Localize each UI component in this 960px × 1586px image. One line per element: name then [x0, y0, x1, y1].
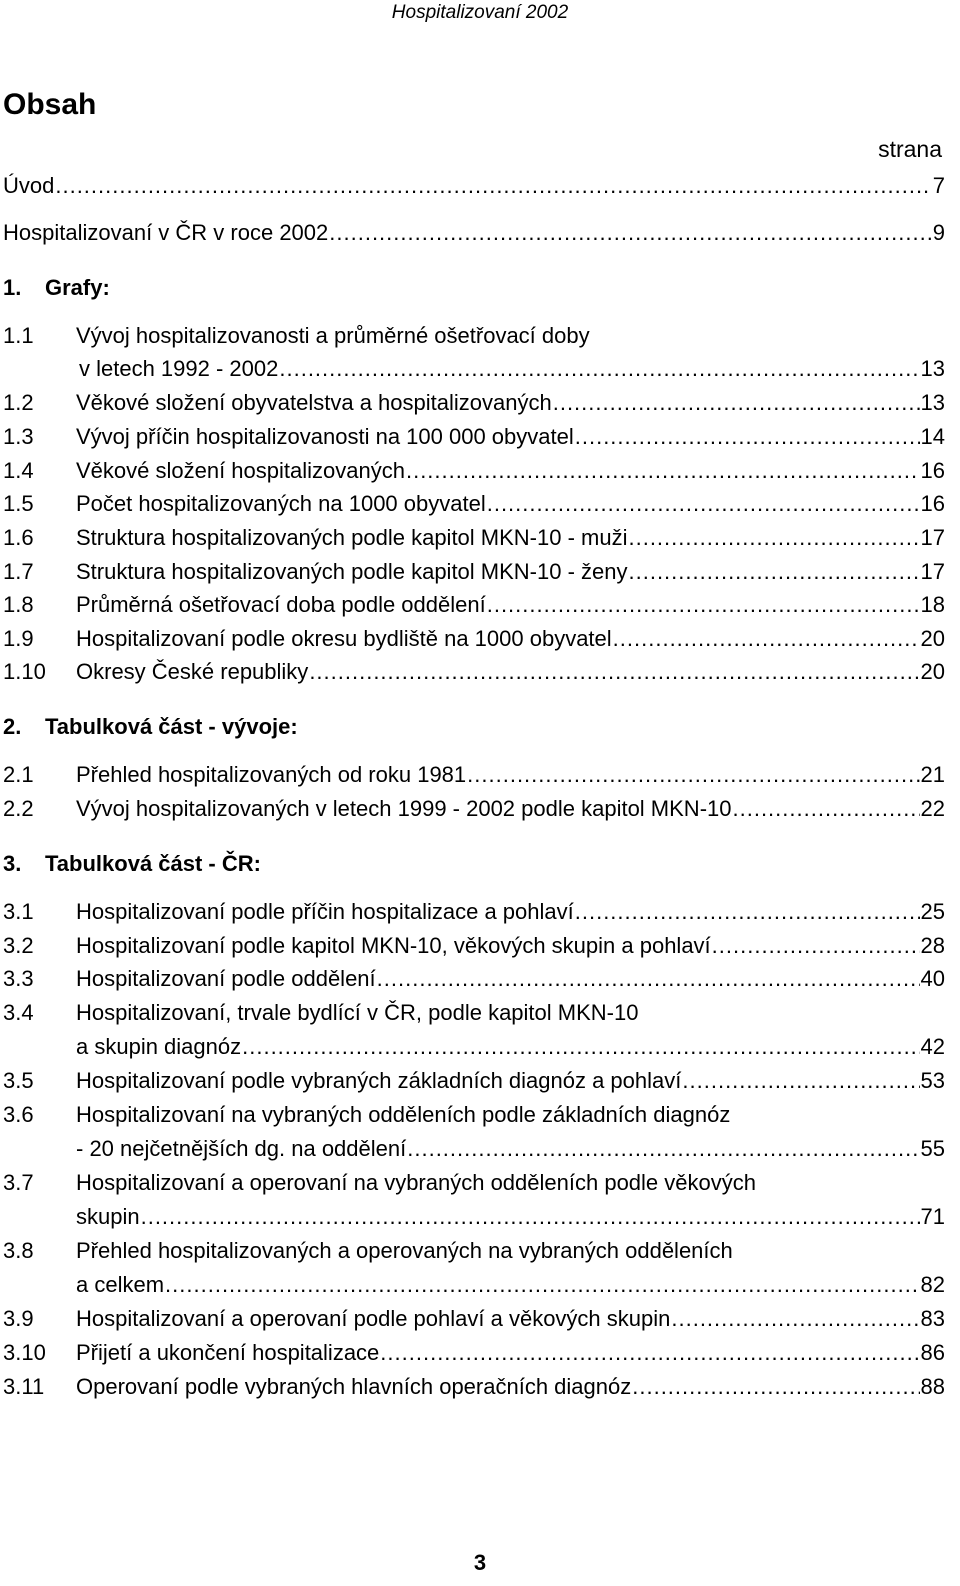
page-number: 3 — [473, 1550, 487, 1575]
toc-entry-3-3[interactable] — [3, 963, 945, 995]
toc-entry-text: Hospitalizovaní v ČR v roce 2002 — [3, 220, 329, 245]
dot-leader — [733, 793, 920, 825]
toc-entry-page: 86 — [920, 1340, 945, 1365]
section-heading-2 — [3, 711, 945, 743]
toc-entry-page: 88 — [920, 1374, 945, 1399]
toc-entry-number: 3.2 — [3, 933, 34, 958]
toc-entry-number: 1.7 — [3, 559, 34, 584]
toc-entry-3-7-first-line[interactable] — [3, 1167, 945, 1199]
toc-entry-hospitalized-cr[interactable] — [3, 217, 945, 249]
toc-entry-text: Hospitalizovaní, trvale bydlící v ČR, podle kapitol MKN-10 — [76, 1000, 639, 1025]
toc-entry-2-2[interactable] — [3, 793, 945, 825]
toc-entry-number: 1.1 — [3, 323, 34, 348]
toc-entry-1-10[interactable] — [3, 656, 945, 688]
toc-entry-number: 1.9 — [3, 626, 34, 651]
toc-entry-1-3[interactable] — [3, 421, 945, 453]
dot-leader — [671, 1303, 919, 1335]
page-title: Obsah — [3, 88, 97, 121]
toc-entry-1-1[interactable] — [79, 353, 945, 385]
toc-entry-text-continued: a celkem — [76, 1272, 165, 1297]
toc-entry-number: 1.6 — [3, 525, 34, 550]
toc-entry-number: 3.7 — [3, 1170, 34, 1195]
toc-entry-1-4[interactable] — [3, 455, 945, 487]
toc-entry-intro[interactable] — [3, 170, 945, 202]
toc-entry-text: Vývoj hospitalizovanosti a průměrné ošetřovací doby — [76, 323, 590, 348]
dot-leader — [712, 930, 920, 962]
toc-entry-page: 16 — [920, 458, 945, 483]
toc-entry-number: 2.1 — [3, 762, 34, 787]
toc-entry-text: Hospitalizovaní podle kapitol MKN-10, věkových skupin a pohlaví — [76, 933, 711, 958]
toc-entry-page: 55 — [920, 1136, 945, 1161]
toc-entry-number: 3.10 — [3, 1340, 46, 1365]
toc-entry-number: 3.4 — [3, 1000, 34, 1025]
toc-entry-3-2[interactable] — [3, 930, 945, 962]
dot-leader — [487, 488, 920, 520]
toc-entry-text: Hospitalizovaní podle okresu bydliště na 1000 obyvatel — [76, 626, 612, 651]
section-title: Tabulková část - vývoje: — [45, 714, 298, 739]
toc-entry-text: Počet hospitalizovaných na 1000 obyvatel — [76, 491, 486, 516]
section-number: 1. — [3, 275, 22, 300]
toc-entry-page: 17 — [920, 559, 945, 584]
toc-entry-page: 18 — [920, 592, 945, 617]
dot-leader — [575, 421, 920, 453]
toc-entry-page: 13 — [920, 356, 945, 381]
toc-entry-text: Operovaní podle vybraných hlavních operačních diagnóz — [76, 1374, 632, 1399]
running-header: Hospitalizovaní 2002 — [391, 2, 569, 23]
toc-entry-page: 42 — [920, 1034, 945, 1059]
toc-entry-text-continued: - 20 nejčetnějších dg. na oddělení — [76, 1136, 407, 1161]
dot-leader — [309, 656, 919, 688]
toc-entry-number: 3.1 — [3, 899, 34, 924]
toc-entry-text: Okresy České republiky — [76, 659, 309, 684]
toc-entry-3-10[interactable] — [3, 1337, 945, 1369]
section-title: Grafy: — [45, 275, 110, 300]
dot-leader — [628, 522, 919, 554]
toc-entry-page: 16 — [920, 491, 945, 516]
toc-entry-number: 1.8 — [3, 592, 34, 617]
toc-entry-3-4[interactable] — [76, 1031, 945, 1063]
toc-entry-page: 28 — [920, 933, 945, 958]
dot-leader — [629, 556, 920, 588]
toc-entry-text: Úvod — [3, 173, 55, 198]
toc-entry-number: 1.3 — [3, 424, 34, 449]
toc-entry-number: 3.8 — [3, 1238, 34, 1263]
toc-entry-text: Přijetí a ukončení hospitalizace — [76, 1340, 380, 1365]
toc-entry-text: Struktura hospitalizovaných podle kapitol MKN-10 - ženy — [76, 559, 628, 584]
toc-entry-3-7[interactable] — [76, 1201, 945, 1233]
toc-entry-page: 53 — [920, 1068, 945, 1093]
toc-entry-page: 9 — [932, 220, 945, 245]
toc-entry-text: Vývoj příčin hospitalizovanosti na 100 000 obyvatel — [76, 424, 574, 449]
dot-leader — [380, 1337, 919, 1369]
dot-leader — [553, 387, 920, 419]
toc-entry-text: Hospitalizovaní na vybraných odděleních podle základních diagnóz — [76, 1102, 731, 1127]
toc-entry-text: Přehled hospitalizovaných a operovaných na vybraných odděleních — [76, 1238, 733, 1263]
dot-leader — [407, 1133, 919, 1165]
toc-entry-3-8-first-line[interactable] — [3, 1235, 945, 1267]
toc-entry-1-1-first-line[interactable] — [3, 320, 945, 352]
section-heading-3 — [3, 848, 945, 880]
dot-leader — [55, 170, 931, 202]
toc-entry-page: 22 — [920, 796, 945, 821]
toc-entry-3-4-first-line[interactable] — [3, 997, 945, 1029]
dot-leader — [632, 1371, 919, 1403]
toc-entry-3-5[interactable] — [3, 1065, 945, 1097]
toc-entry-text-continued: a skupin diagnóz — [76, 1034, 242, 1059]
toc-entry-2-1[interactable] — [3, 759, 945, 791]
toc-entry-3-6-first-line[interactable] — [3, 1099, 945, 1131]
toc-entry-3-8[interactable] — [76, 1269, 945, 1301]
toc-entry-text: Věkové složení obyvatelstva a hospitalizovaných — [76, 390, 552, 415]
dot-leader — [279, 353, 919, 385]
toc-entry-text: Hospitalizovaní podle vybraných základních diagnóz a pohlaví — [76, 1068, 682, 1093]
toc-entry-page: 14 — [920, 424, 945, 449]
toc-entry-number: 2.2 — [3, 796, 34, 821]
dot-leader — [406, 455, 920, 487]
toc-entry-text: Hospitalizovaní podle příčin hospitalizace a pohlaví — [76, 899, 574, 924]
toc-entry-text: Přehled hospitalizovaných od roku 1981 — [76, 762, 467, 787]
dot-leader — [242, 1031, 919, 1063]
toc-entry-page: 21 — [920, 762, 945, 787]
toc-entry-number: 1.2 — [3, 390, 34, 415]
dot-leader — [165, 1269, 919, 1301]
toc-entry-1-7[interactable] — [3, 556, 945, 588]
dot-leader — [377, 963, 920, 995]
toc-entry-page: 82 — [920, 1272, 945, 1297]
toc-entry-text: Struktura hospitalizovaných podle kapitol MKN-10 - muži — [76, 525, 628, 550]
toc-entry-page: 17 — [920, 525, 945, 550]
toc-entry-number: 1.4 — [3, 458, 34, 483]
toc-entry-page: 7 — [932, 173, 945, 198]
toc-entry-page: 20 — [920, 626, 945, 651]
toc-entry-page: 83 — [920, 1306, 945, 1331]
dot-leader — [575, 896, 920, 928]
dot-leader — [613, 623, 920, 655]
toc-entry-3-1[interactable] — [3, 896, 945, 928]
toc-entry-page: 13 — [920, 390, 945, 415]
toc-entry-page: 25 — [920, 899, 945, 924]
toc-entry-number: 1.5 — [3, 491, 34, 516]
toc-entry-number: 3.3 — [3, 966, 34, 991]
toc-entry-page: 40 — [920, 966, 945, 991]
toc-entry-text: Průměrná ošetřovací doba podle oddělení — [76, 592, 486, 617]
toc-entry-number: 3.6 — [3, 1102, 34, 1127]
toc-entry-1-8[interactable] — [3, 589, 945, 621]
page-column-label: strana — [878, 136, 942, 162]
toc-entry-text: Hospitalizovaní a operovaní podle pohlaví a věkových skupin — [76, 1306, 671, 1331]
section-heading-1 — [3, 272, 945, 304]
dot-leader — [467, 759, 919, 791]
toc-entry-text-continued: v letech 1992 - 2002 — [79, 356, 279, 381]
section-number: 3. — [3, 851, 22, 876]
toc-entry-1-6[interactable] — [3, 522, 945, 554]
toc-entry-3-11[interactable] — [3, 1371, 945, 1403]
section-number: 2. — [3, 714, 22, 739]
section-title: Tabulková část - ČR: — [45, 851, 261, 876]
toc-entry-3-6[interactable] — [76, 1133, 945, 1165]
toc-entry-number: 3.5 — [3, 1068, 34, 1093]
toc-entry-1-9[interactable] — [3, 623, 945, 655]
toc-entry-text: Vývoj hospitalizovaných v letech 1999 - 2002 podle kapitol MKN-10 — [76, 796, 732, 821]
dot-leader — [487, 589, 920, 621]
toc-entry-3-9[interactable] — [3, 1303, 945, 1335]
toc-entry-number: 3.9 — [3, 1306, 34, 1331]
toc-entry-text: Věkové složení hospitalizovaných — [76, 458, 405, 483]
toc-entry-page: 71 — [920, 1204, 945, 1229]
toc-entry-text-continued: skupin — [76, 1204, 140, 1229]
dot-leader — [682, 1065, 919, 1097]
toc-entry-number: 1.10 — [3, 659, 46, 684]
toc-entry-1-5[interactable] — [3, 488, 945, 520]
toc-entry-text: Hospitalizovaní podle oddělení — [76, 966, 376, 991]
dot-leader — [329, 217, 931, 249]
toc-entry-text: Hospitalizovaní a operovaní na vybraných odděleních podle věkových — [76, 1170, 756, 1195]
toc-entry-1-2[interactable] — [3, 387, 945, 419]
toc-entry-number: 3.11 — [3, 1374, 45, 1399]
toc-entry-page: 20 — [920, 659, 945, 684]
dot-leader — [141, 1201, 920, 1233]
